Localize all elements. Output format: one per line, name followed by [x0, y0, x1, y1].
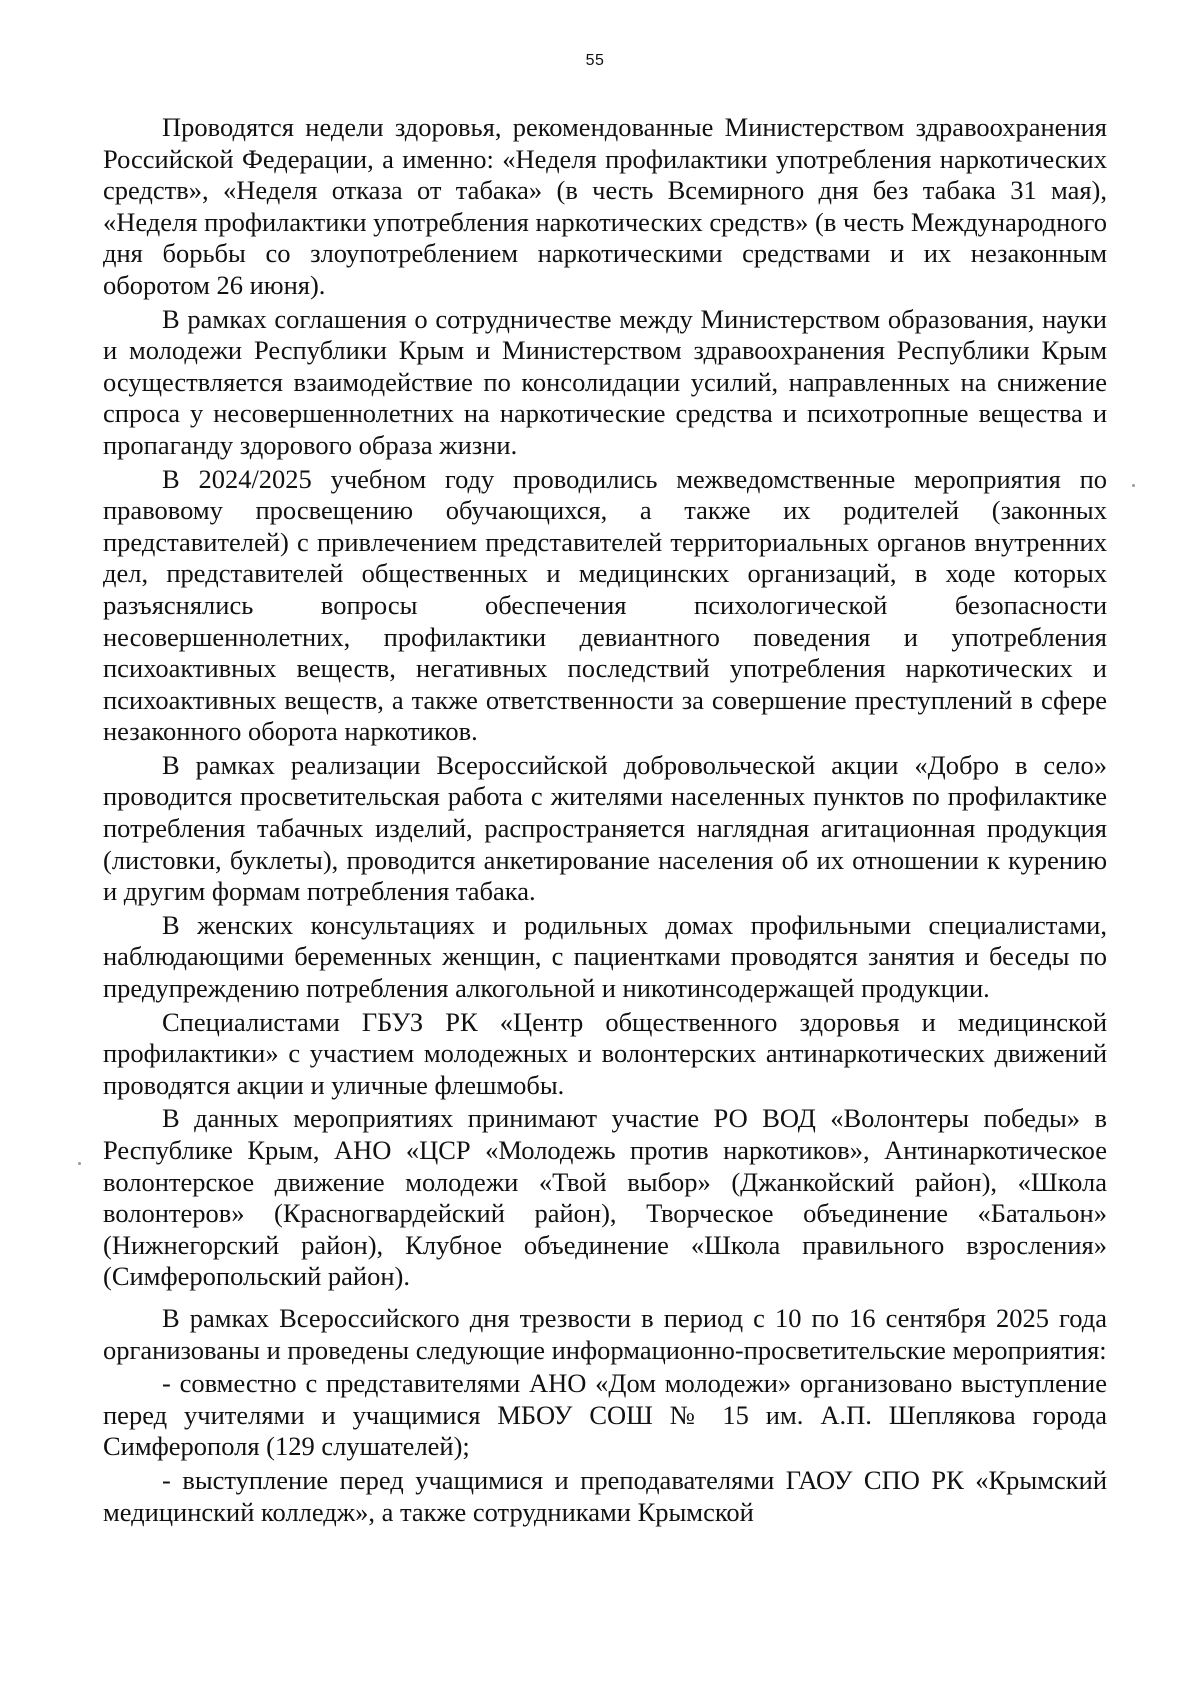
paragraph-cooperation-agreement: В рамках соглашения о сотрудничестве между Министерством образования, науки и молодежи Республики Крым и Министерством здравоохранения Республики Крым осуществляется взаимодействие по консолидации усилий, направленных на снижение спроса у несовершеннолетних на наркотические средства и психотропные вещества и пропаганду здорового образа жизни. [103, 303, 1107, 460]
paragraph-volunteer-participants: В данных мероприятиях принимают участие РО ВОД «Волонтеры победы» в Республике Крым, АНО «ЦСР «Молодежь против наркотиков», Антинаркотическое волонтерское движение молодежи «Твой выбор» (Джанкойский район), «Школа волонтеров» (Красногвардейский район), Творческое объединение «Батальон» (Нижнегорский район), Клубное объединение «Школа правильного взросления» (Симферопольский район). [103, 1103, 1107, 1292]
document-body [103, 112, 1107, 1528]
paragraph-public-health-center: Специалистами ГБУЗ РК «Центр общественного здоровья и медицинской профилактики» с участием молодежных и волонтерских антинаркотических движений проводятся акции и уличные флешмобы. [103, 1006, 1107, 1100]
paragraph-dobro-v-selo: В рамках реализации Всероссийской добровольческой акции «Добро в село» проводится просветительская работа с жителями населенных пунктов по профилактике потребления табачных изделий, распространяется наглядная агитационная продукция (листовки, буклеты), проводится анкетирование населения об их отношении к курению и другим формам потребления табака. [103, 749, 1107, 907]
page-number: 55 [585, 52, 605, 69]
scan-speck [78, 1162, 81, 1165]
paragraph-womens-clinics: В женских консультациях и родильных домах профильными специалистами, наблюдающими беременных женщин, с пациентками проводятся занятия и беседы по предупреждению потребления алкогольной и никотинсодержащей продукции. [103, 909, 1107, 1004]
scan-speck [1132, 484, 1135, 487]
paragraph-interagency-events: В 2024/2025 учебном году проводились межведомственные мероприятия по правовому просвещению обучающихся, а также их родителей (законных представителей) с привлечением представителей территориальных органов внутренних дел, представителей общественных и медицинских организаций, в ходе которых разъяснялись вопросы обеспечения психологической безопасности несовершеннолетних, профилактики девиантного поведения и употребления психоактивных веществ, негативных последствий употребления наркотических и психоактивных веществ, а также ответственности за совершение преступлений в сфере незаконного оборота наркотиков. [103, 463, 1107, 747]
paragraph-sobriety-day: В рамках Всероссийского дня трезвости в период с 10 по 16 сентября 2025 года организованы и проведены следующие информационно-просветительские мероприятия: [103, 1302, 1107, 1365]
list-item-dom-molodezhi: - совместно с представителями АНО «Дом молодежи» организовано выступление перед учителями и учащимися МБОУ СОШ № 15 им. А.П. Шеплякова города Симферополя (129 слушателей); [103, 1368, 1107, 1462]
list-item-medical-college: - выступление перед учащимися и преподавателями ГАОУ СПО РК «Крымский медицинский колледж», а также сотрудниками Крымской [103, 1464, 1107, 1527]
paragraph-health-weeks: Проводятся недели здоровья, рекомендованные Министерством здравоохранения Российской Федерации, а именно: «Неделя профилактики употребления наркотических средств», «Неделя отказа от табака» (в честь Всемирного дня без табака 31 мая), «Неделя профилактики употребления наркотических средств» (в честь Международного дня борьбы со злоупотреблением наркотическими средствами и их незаконным оборотом 26 июня). [103, 112, 1107, 300]
